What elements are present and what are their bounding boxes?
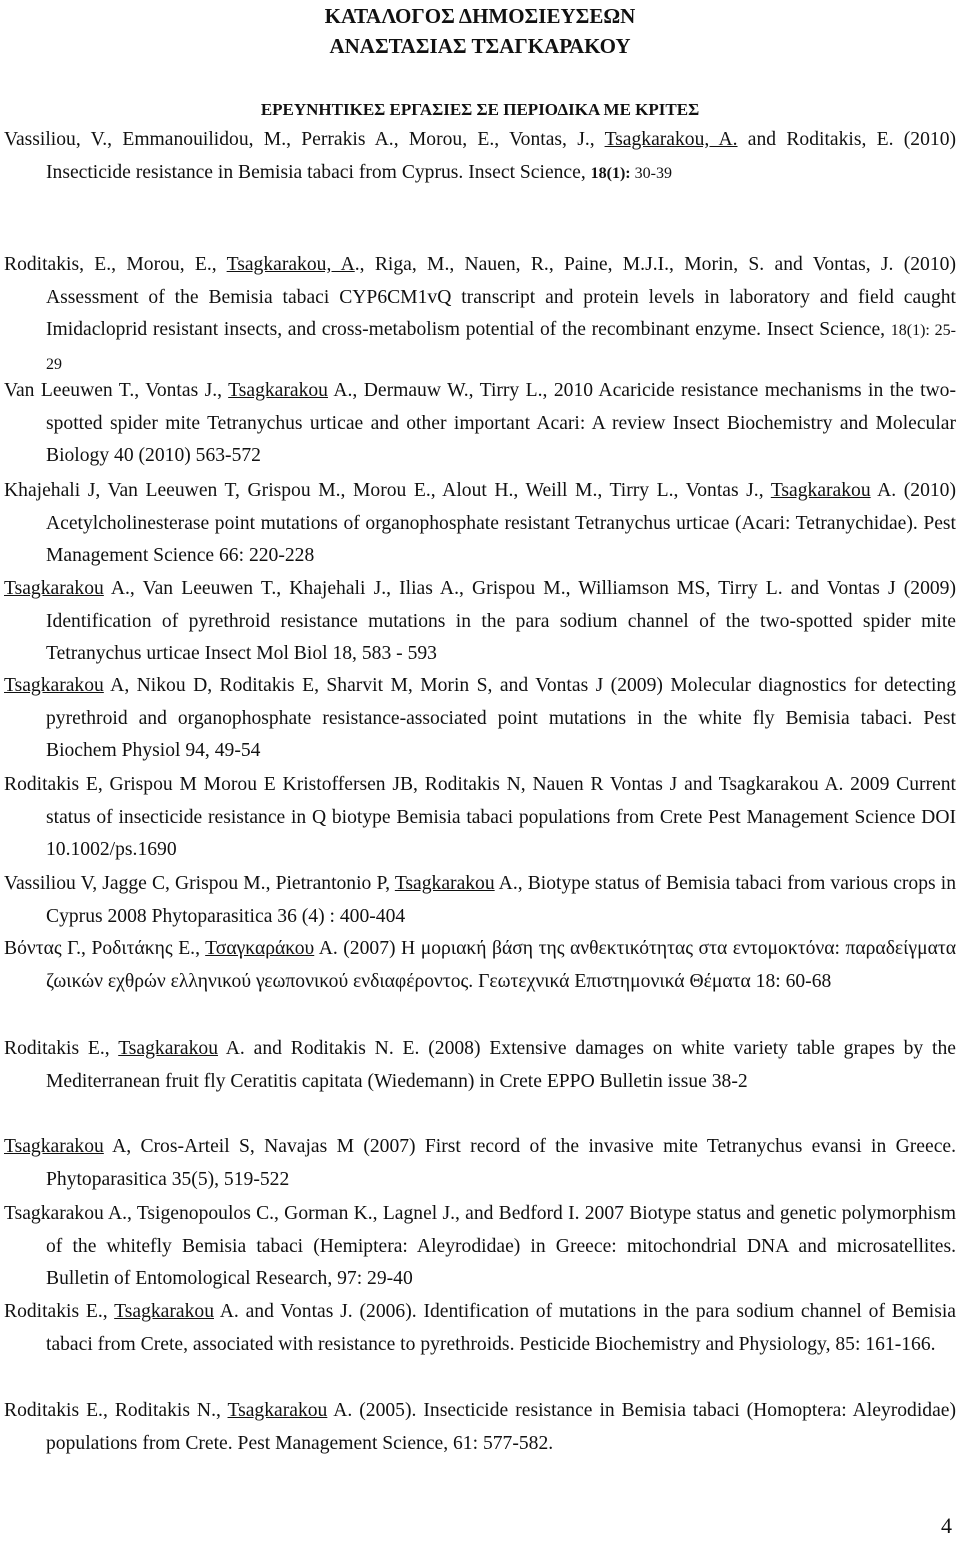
- page-number: 4: [941, 1513, 952, 1538]
- reference-entry: [4, 670, 956, 768]
- reference-text: Khajehali J, Van Leeuwen T, Grispou M., Morou E., Alout H., Weill M., Tirry L., Vontas J.,: [4, 480, 771, 501]
- reference-entry: [4, 375, 956, 473]
- reference-entry: [4, 1395, 956, 1460]
- reference-entry: [4, 1198, 956, 1296]
- reference-text: Vassiliou V, Jagge C, Grispou M., Pietrantonio P,: [4, 873, 395, 894]
- reference-text: 18(1): 25-29: [46, 322, 956, 373]
- section-heading: ΕΡΕΥΝΗΤΙΚΕΣ ΕΡΓΑΣΙΕΣ ΣΕ ΠΕΡΙΟΔΙΚΑ ΜΕ ΚΡΙΤΕΣ: [260, 100, 700, 119]
- reference-entry: [4, 1131, 956, 1196]
- reference-entry: [4, 475, 956, 573]
- reference-text: Roditakis E.,: [4, 1038, 119, 1059]
- reference-text: A. and Roditakis N. E. (2008) Extensive damages on white variety table grapes by the Mediterranean fruit fly Ceratitis capitata (Wiedemann) in Crete EPPO Bulletin issue 38-2: [46, 1038, 956, 1092]
- reference-text: Roditakis E, Grispou M Morou E Kristoffersen JB, Roditakis N, Nauen R Vontas J and Tsagkarakou A. 2009 Current status of insecticide resistance in Q biotype Bemisia tabaci populations from Crete Pest Management Science DOI 10.1002/ps.1690: [4, 774, 956, 860]
- reference-text: A. (2010) Acetylcholinesterase point mutations of organophosphate resistant Tetranychus urticae (Acari: Tetranychidae). Pest Management Science 66: 220-228: [46, 480, 956, 566]
- reference-text: A. and Vontas J. (2006). Identification of mutations in the para sodium channel of Bemisia tabaci from Crete, associated with resistance to pyrethroids. Pesticide Biochemistry and Physiology, 85: 161-166.: [46, 1301, 957, 1355]
- reference-text: A., Biotype status of Bemisia tabaci from various crops in Cyprus 2008 Phytoparasitica 36 (4) : 400-404: [46, 873, 956, 927]
- reference-entry: [4, 1033, 956, 1098]
- author-highlight: Tsagkarakou: [227, 1400, 328, 1421]
- reference-text: A. (2005). Insecticide resistance in Bemisia tabaci (Homoptera: Aleyrodidae) populations from Crete. Pest Management Science, 61: 577-582.: [46, 1400, 957, 1454]
- reference-text: Α. (2007) Η μοριακή βάση της ανθεκτικότητας στα εντομοκτόνα: παραδείγματα ζωικών εχθρών ελληνικού γεωπονικού ενδιαφέροντος. Γεωτεχνικά Επιστημονικά Θέματα 18: 60-68: [46, 938, 956, 992]
- reference-text: A, Cros-Arteil S, Navajas M (2007) First record of the invasive mite Tetranychus evansi in Greece. Phytoparasitica 35(5), 519-522: [46, 1136, 956, 1190]
- reference-entry: [4, 868, 956, 933]
- author-highlight: Tsagkarakou, A: [226, 254, 355, 275]
- reference-text: A., Van Leeuwen T., Khajehali J., Ilias A., Grispou M., Williamson MS, Tirry L. and Vontas J (2009) Identification of pyrethroid resistance mutations in the para sodium channel of the two-spotted spider mite Tetranychus urticae Insect Mol Biol 18, 583 - 593: [46, 578, 956, 664]
- reference-text: 18(1):: [590, 164, 631, 182]
- reference-text: 30-39: [630, 164, 672, 182]
- reference-entry: [4, 573, 956, 671]
- reference-text: Roditakis E., Roditakis N.,: [4, 1400, 228, 1421]
- author-highlight: Tsagkarakou: [770, 480, 871, 501]
- reference-text: Roditakis, E., Morou, E.,: [4, 254, 227, 275]
- author-highlight: Τσαγκαράκου: [205, 938, 315, 959]
- author-highlight: Tsagkarakou: [4, 578, 104, 599]
- document-title-line-1: ΚΑΤΑΛΟΓΟΣ ΔΗΜΟΣΙΕΥΣΕΩΝ: [324, 4, 636, 28]
- reference-entry: [4, 933, 956, 998]
- reference-entry: [4, 1296, 956, 1361]
- reference-text: Roditakis E.,: [4, 1301, 115, 1322]
- author-highlight: Tsagkarakou: [4, 675, 104, 696]
- reference-text: A., Dermauw W., Tirry L., 2010 Acaricide resistance mechanisms in the two-spotted spider mite Tetranychus urticae and other important Acari: A review Insect Biochemistry and Molecular Biology 40 (2010) 563-572: [46, 380, 956, 466]
- author-highlight: Tsagkarakou: [4, 1136, 104, 1157]
- reference-text: ., Riga, M., Nauen, R., Paine, M.J.I., Morin, S. and Vontas, J. (2010) Assessment of the Bemisia tabaci CYP6CM1vQ transcript and protein levels in laboratory and field caught Imidacloprid resistant insects, and cross-metabolism potential of the recombinant enzyme. Insect Science,: [46, 254, 956, 340]
- reference-text: Tsagkarakou A., Tsigenopoulos C., Gorman K., Lagnel J., and Bedford I. 2007 Biotype status and genetic polymorphism of the whitefly Bemisia tabaci (Hemiptera: Aleyrodidae) in Greece: mitochondrial DNA and microsatellites. Bulletin of Entomological Research, 97: 29-40: [4, 1203, 956, 1289]
- reference-entry: [4, 124, 956, 190]
- reference-text: Βόντας Γ., Ροδιτάκης Ε.,: [4, 938, 206, 959]
- author-highlight: Tsagkarakou, A.: [604, 129, 738, 150]
- reference-text: A, Nikou D, Roditakis E, Sharvit M, Morin S, and Vontas J (2009) Molecular diagnostics for detecting pyrethroid and organophosphate resistance-associated point mutations in the white fly Bemisia tabaci. Pest Biochem Physiol 94, 49-54: [46, 675, 956, 761]
- reference-entry: [4, 249, 956, 381]
- author-highlight: Tsagkarakou: [118, 1038, 219, 1059]
- reference-entry: [4, 769, 956, 867]
- document-title-line-2: ΑΝΑΣΤΑΣΙΑΣ ΤΣΑΓΚΑΡΑΚΟΥ: [329, 34, 631, 58]
- author-highlight: Tsagkarakou: [114, 1301, 214, 1322]
- reference-text: and Roditakis, E. (2010) Insecticide resistance in Bemisia tabaci from Cyprus. Insect Science,: [46, 129, 957, 183]
- author-highlight: Tsagkarakou: [228, 380, 328, 401]
- reference-text: Van Leeuwen T., Vontas J.,: [4, 380, 229, 401]
- reference-text: Vassiliou, V., Emmanouilidou, M., Perrakis A., Morou, E., Vontas, J.,: [4, 129, 605, 150]
- author-highlight: Tsagkarakou: [394, 873, 495, 894]
